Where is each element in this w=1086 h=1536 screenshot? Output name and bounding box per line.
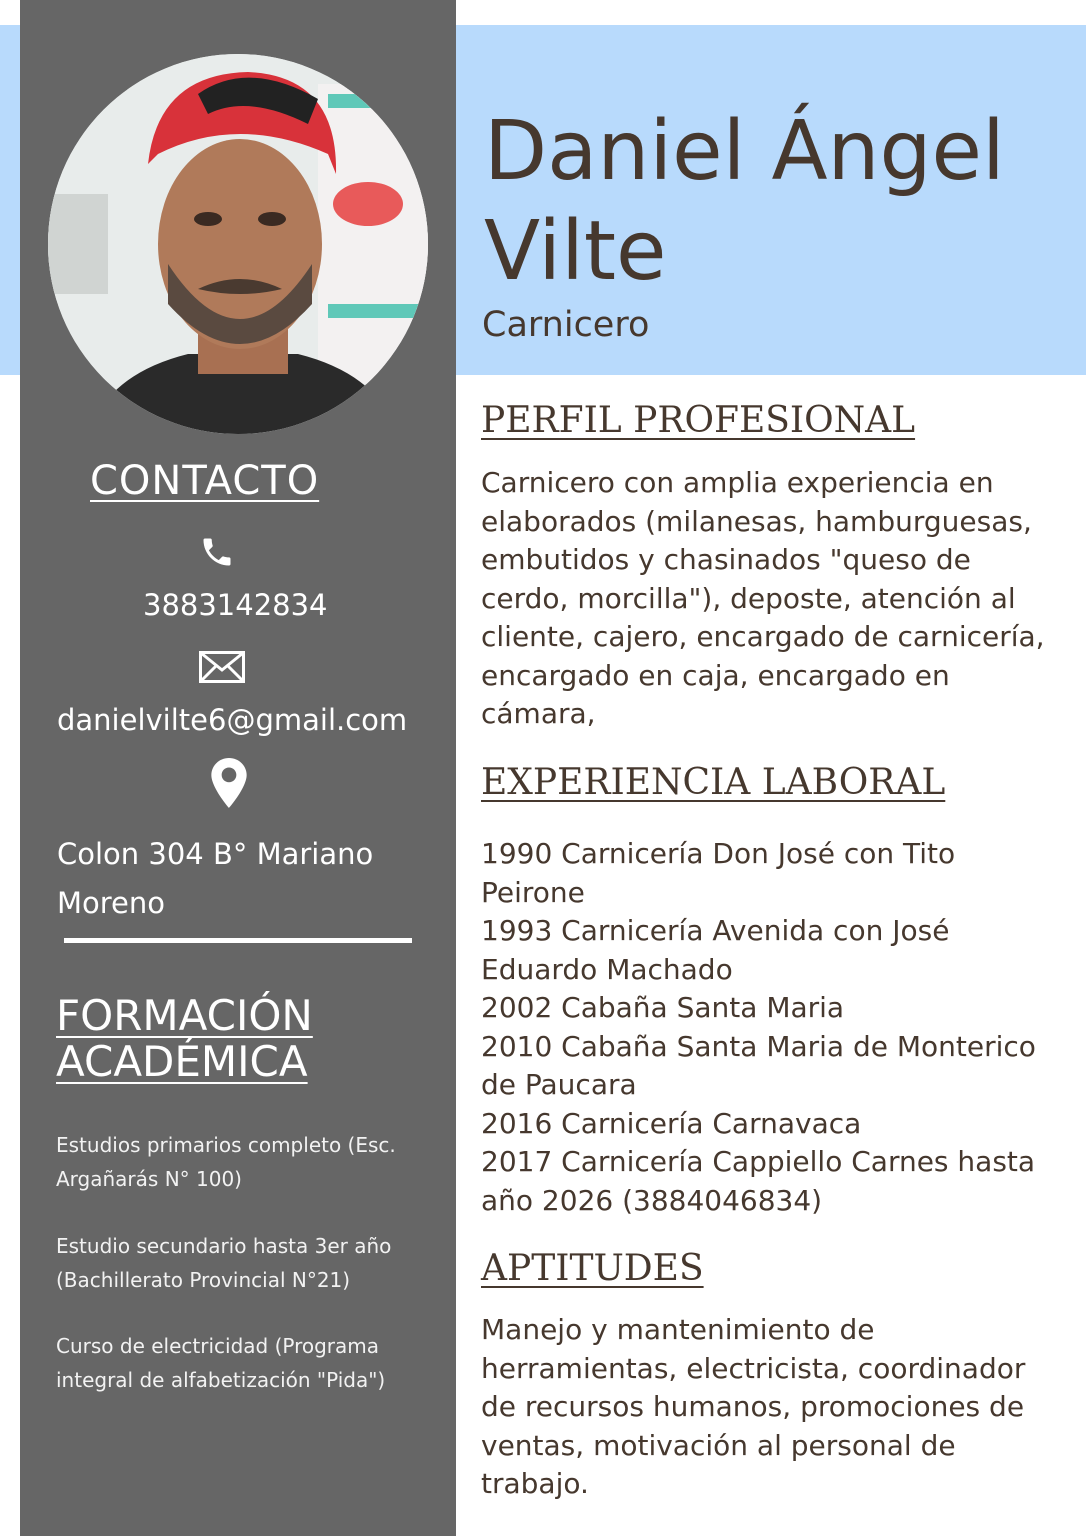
- phone-number[interactable]: 3883142834: [143, 588, 328, 622]
- experience-item: 2002 Cabaña Santa Maria: [481, 991, 845, 1024]
- experience-heading: EXPERIENCIA LABORAL: [481, 762, 946, 803]
- profile-photo-illustration: [48, 54, 428, 434]
- address: Colon 304 B° Mariano Moreno: [57, 837, 374, 920]
- job-title: Carnicero: [482, 305, 650, 345]
- education-item: Curso de electricidad (Programa integral de alfabetización "Pida"): [56, 1334, 386, 1392]
- education-heading: FORMACIÓN ACADÉMICA: [56, 991, 313, 1086]
- person-name: Daniel Ángel Vilte: [484, 104, 1005, 299]
- profile-heading: PERFIL PROFESIONAL: [481, 400, 916, 441]
- phone-icon: [199, 534, 235, 570]
- email-address[interactable]: danielvilte6@gmail.com: [57, 703, 408, 737]
- experience-item: 2017 Carnicería Cappiello Carnes hasta año 2026 (3884046834): [481, 1145, 1036, 1217]
- contact-heading: CONTACTO: [90, 458, 320, 504]
- profile-text: Carnicero con amplia experiencia en elaborados (milanesas, hamburguesas, embutidos y chasinados "queso de cerdo, morcilla"), deposte, atención al cliente, cajero, encargado de carnicería, encargado en caja, encargado en cámara,: [481, 466, 1045, 730]
- experience-list: [481, 835, 1066, 1220]
- education-item: Estudio secundario hasta 3er año (Bachillerato Provincial N°21): [56, 1234, 392, 1292]
- skills-text: Manejo y mantenimiento de herramientas, electricista, coordinador de recursos humanos, promociones de ventas, motivación al personal de trabajo.: [481, 1313, 1026, 1500]
- education-item: Estudios primarios completo (Esc. Argañarás N° 100): [56, 1133, 396, 1191]
- profile-photo: [48, 54, 428, 434]
- experience-item: 1990 Carnicería Don José con Tito Peirone: [481, 837, 956, 909]
- experience-item: 2016 Carnicería Carnavaca: [481, 1106, 862, 1140]
- map-pin-icon: [211, 758, 247, 808]
- skills-heading: APTITUDES: [481, 1248, 704, 1289]
- experience-item: 1993 Carnicería Avenida con José Eduardo Machado: [481, 914, 950, 986]
- envelope-icon: [199, 651, 245, 683]
- experience-item: 2010 Cabaña Santa Maria de Monterico de Paucara: [481, 1029, 1036, 1101]
- sidebar-divider: [64, 938, 412, 943]
